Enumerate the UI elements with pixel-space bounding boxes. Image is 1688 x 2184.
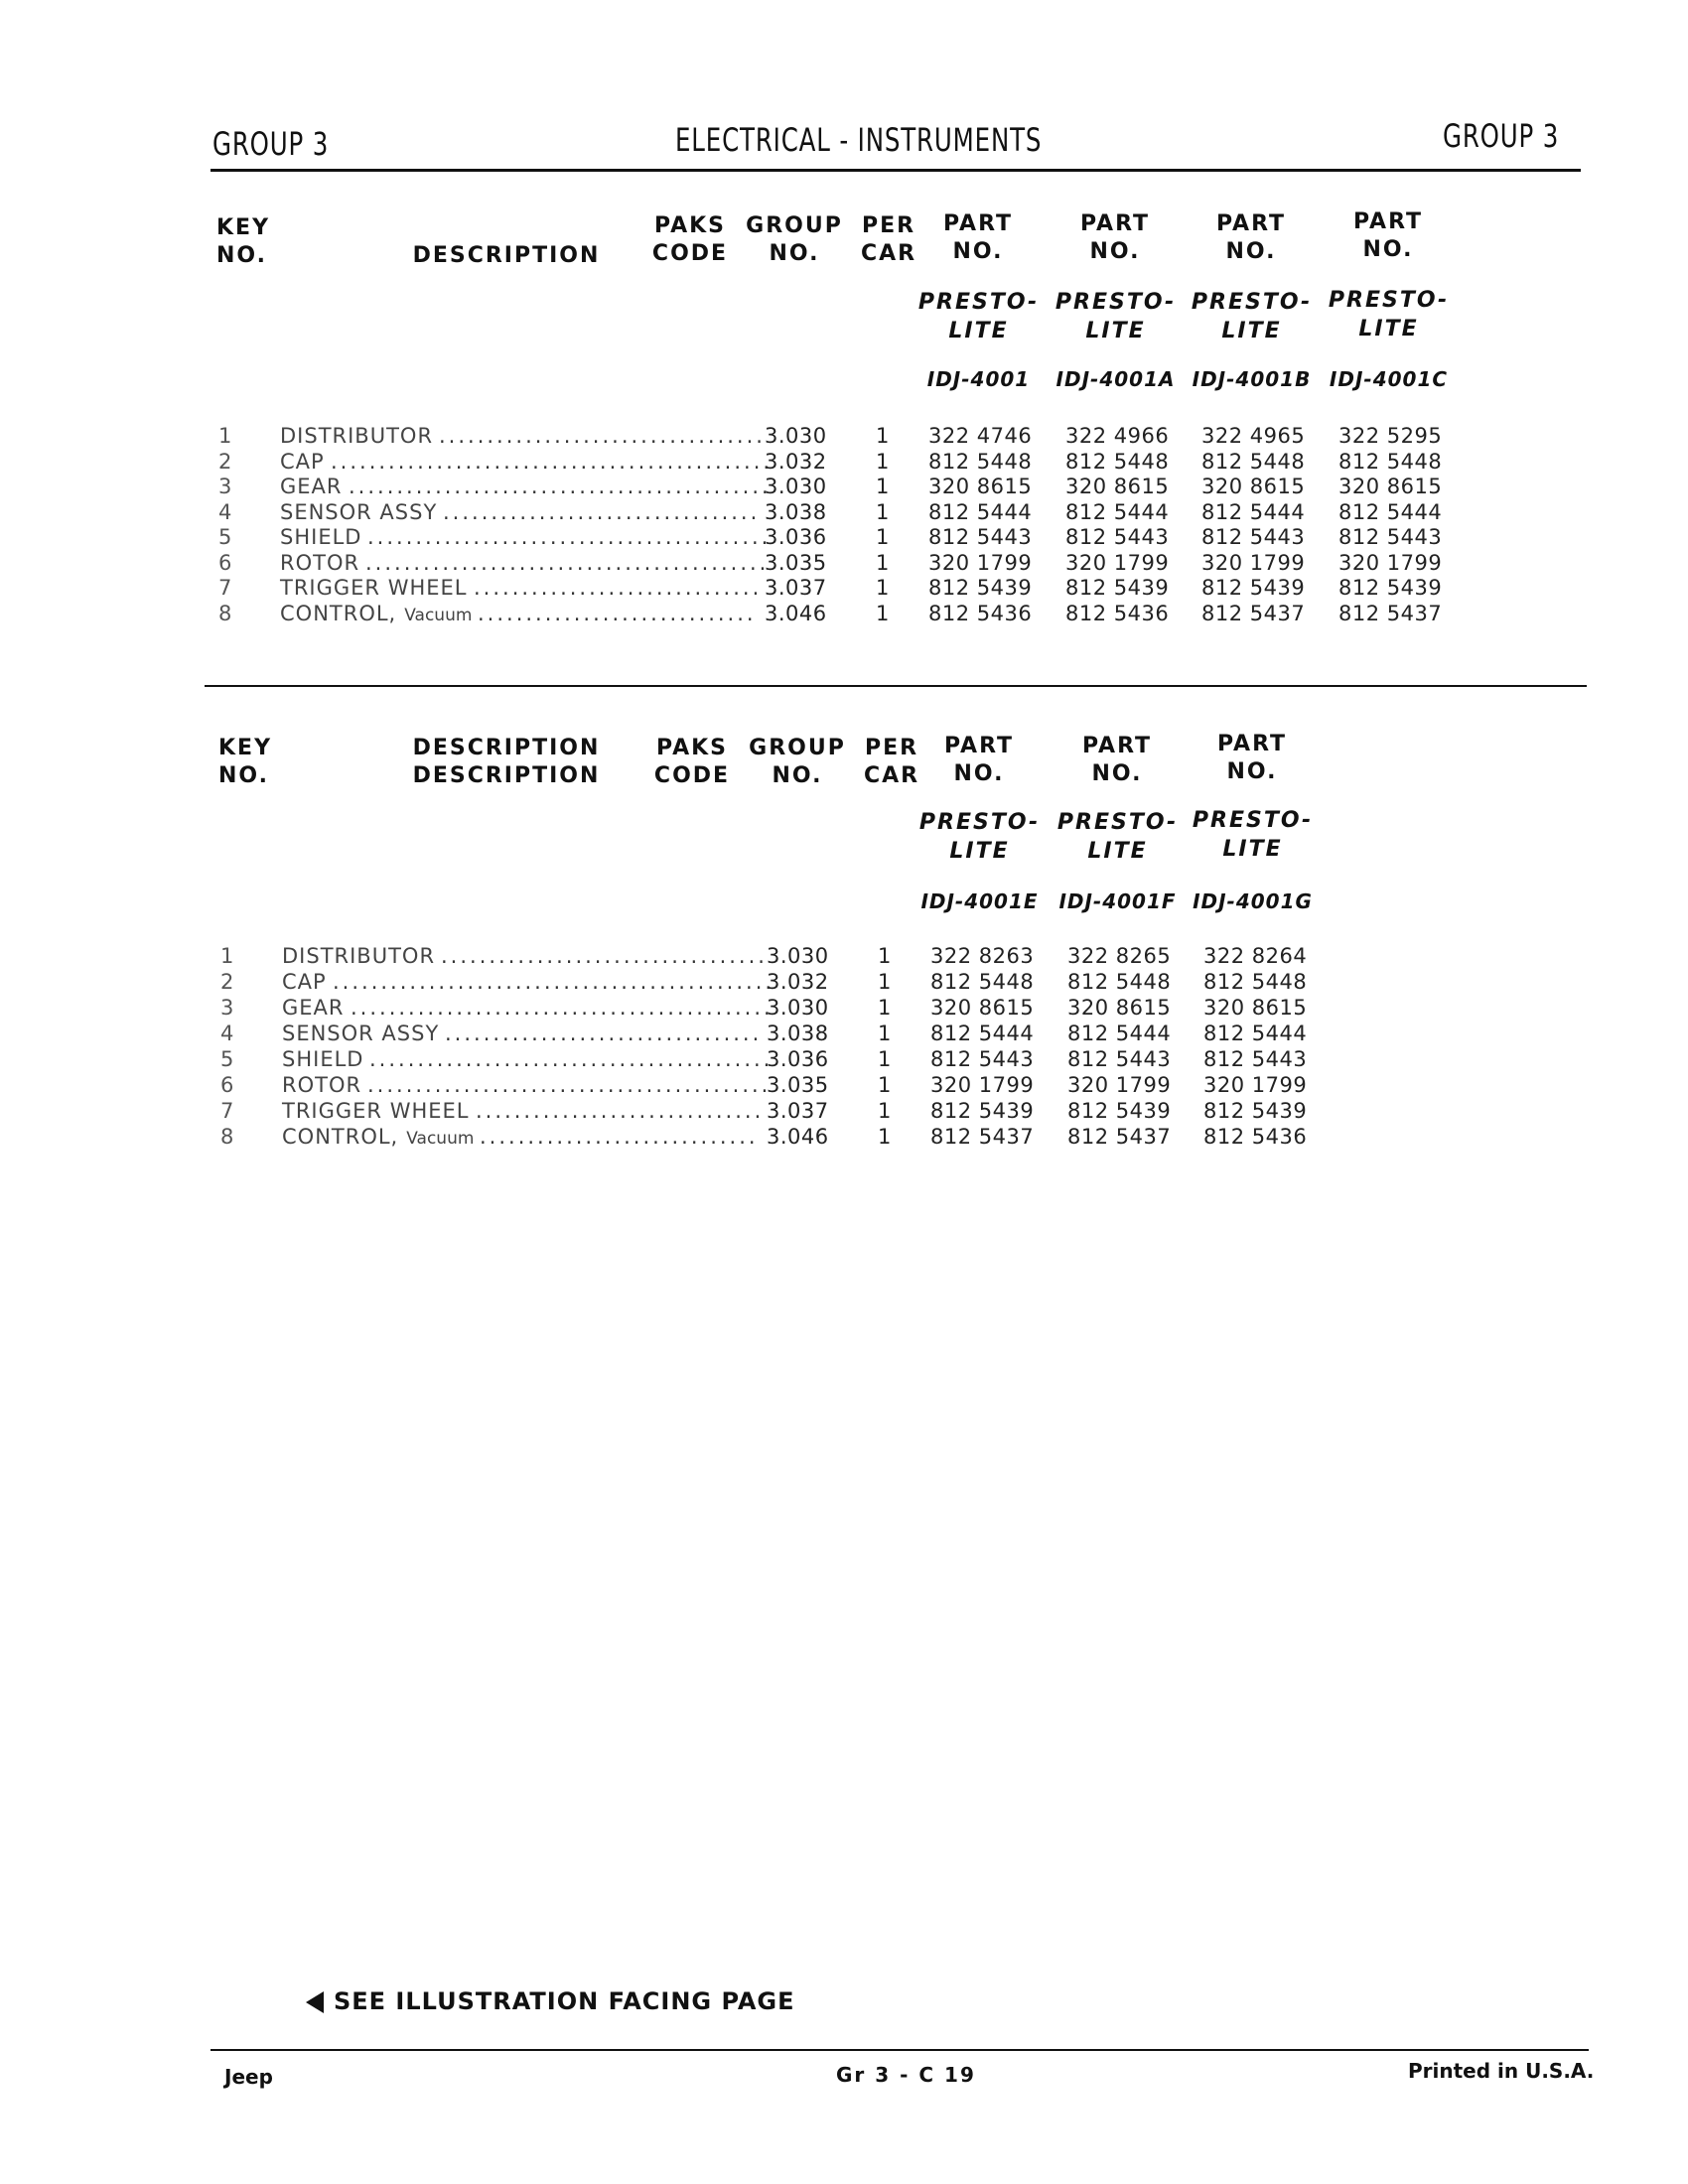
table-row — [0, 1047, 1688, 1073]
dot-leader: ............................. — [480, 1125, 759, 1149]
part-number: 812 5439 — [1065, 576, 1170, 600]
group-number: 3.036 — [767, 1047, 829, 1071]
col-paks-header: PAKS CODE — [653, 736, 731, 788]
key-number: 5 — [218, 525, 232, 549]
part-number: 320 1799 — [1203, 1073, 1308, 1097]
part-number: 322 4965 — [1201, 424, 1306, 448]
part-description — [282, 1073, 361, 1097]
per-car: 1 — [876, 449, 890, 474]
dot-leader: .................................. — [439, 424, 766, 448]
key-number: 7 — [220, 1099, 234, 1123]
group-number: 3.037 — [765, 576, 827, 600]
key-number: 1 — [220, 944, 234, 968]
col-manufacturer: PRESTO- LITE — [917, 290, 1040, 343]
part-number: 812 5443 — [1065, 525, 1170, 549]
part-number: 812 5444 — [930, 1022, 1035, 1045]
key-number: 7 — [218, 576, 232, 600]
part-description — [282, 944, 435, 968]
dot-leader: ............................................ — [349, 475, 772, 498]
table-row — [0, 1125, 1688, 1151]
part-number: 812 5444 — [1338, 499, 1443, 524]
col-part-header: PART NO. — [1079, 211, 1151, 264]
col-part-header: PART NO. — [942, 211, 1014, 264]
part-number: 812 5448 — [1067, 970, 1172, 994]
part-description — [282, 970, 327, 994]
col-description-header: DESCRIPTION DESCRIPTION — [412, 736, 601, 788]
part-description — [280, 450, 325, 474]
dot-leader: ............................................ — [351, 996, 774, 1020]
table-row — [0, 475, 1688, 500]
col-model: IDJ-4001C — [1329, 367, 1449, 391]
part-number: 812 5436 — [1065, 601, 1170, 625]
dot-leader: ................................. — [445, 1022, 763, 1045]
col-part-header: PART NO. — [943, 734, 1015, 786]
part-number: 812 5443 — [930, 1047, 1035, 1071]
col-model: IDJ-4001 — [926, 367, 1031, 391]
dot-leader: ............................. — [478, 601, 757, 625]
per-car: 1 — [876, 550, 890, 575]
description-text: CAP — [282, 970, 327, 994]
part-number: 322 8263 — [930, 944, 1035, 968]
key-number: 4 — [218, 499, 232, 524]
part-number: 320 8615 — [1067, 996, 1172, 1020]
table-row — [0, 970, 1688, 996]
group-number: 3.037 — [767, 1099, 829, 1123]
part-number: 812 5444 — [928, 499, 1033, 524]
key-number: 2 — [218, 449, 232, 474]
part-description — [280, 576, 468, 600]
part-number: 320 1799 — [928, 550, 1033, 575]
key-number: 6 — [220, 1073, 234, 1097]
group-number: 3.036 — [765, 525, 827, 549]
per-car: 1 — [878, 1022, 892, 1045]
part-number: 812 5448 — [928, 449, 1033, 474]
per-car: 1 — [876, 601, 890, 625]
part-number: 320 8615 — [1065, 475, 1170, 498]
part-number: 812 5443 — [928, 525, 1033, 549]
col-manufacturer: PRESTO- LITE — [1056, 810, 1179, 864]
key-number: 4 — [220, 1022, 234, 1045]
footer-brand: Jeep — [224, 2065, 273, 2089]
dot-leader: .......................................... — [369, 1047, 774, 1071]
dot-leader: .......................................... — [365, 550, 770, 575]
part-number: 320 8615 — [928, 475, 1033, 498]
part-number: 320 8615 — [1338, 475, 1443, 498]
col-key-header: KEY NO. — [218, 736, 273, 788]
part-number: 812 5448 — [1065, 449, 1170, 474]
part-description — [282, 1022, 439, 1045]
description-text: SENSOR ASSY — [280, 499, 438, 524]
part-number: 812 5439 — [1338, 576, 1443, 600]
table-row — [0, 450, 1688, 476]
per-car: 1 — [878, 1125, 892, 1149]
part-number: 812 5444 — [1065, 499, 1170, 524]
dot-leader: .......................................... — [367, 525, 772, 549]
table-row — [0, 602, 1688, 627]
description-text: CONTROL, — [280, 601, 397, 625]
part-number: 320 1799 — [1201, 550, 1306, 575]
table-row — [0, 1022, 1688, 1047]
part-number: 320 1799 — [930, 1073, 1035, 1097]
part-number: 322 8265 — [1067, 944, 1172, 968]
description-text: GEAR — [282, 996, 345, 1020]
dot-leader: .............................................. — [333, 970, 775, 994]
part-description — [282, 996, 345, 1020]
group-number: 3.046 — [767, 1125, 829, 1149]
group-number: 3.035 — [767, 1073, 829, 1097]
group-number: 3.030 — [767, 944, 829, 968]
dot-leader: .................................. — [441, 944, 768, 968]
table-row — [0, 551, 1688, 577]
part-number: 812 5443 — [1201, 525, 1306, 549]
per-car: 1 — [876, 499, 890, 524]
per-car: 1 — [876, 525, 890, 549]
part-description — [280, 424, 433, 448]
part-number: 812 5448 — [1338, 449, 1443, 474]
col-model: IDJ-4001E — [920, 889, 1039, 913]
col-per-header: PER CAR — [863, 736, 920, 788]
col-model: IDJ-4001B — [1192, 367, 1312, 391]
per-car: 1 — [878, 1047, 892, 1071]
description-text: SHIELD — [280, 525, 362, 549]
part-number: 812 5439 — [1201, 576, 1306, 600]
description-text: CONTROL, — [282, 1125, 399, 1149]
col-group-header: GROUP NO. — [749, 736, 846, 788]
part-number: 812 5439 — [928, 576, 1033, 600]
part-number: 812 5448 — [1203, 970, 1308, 994]
section-divider — [205, 685, 1587, 687]
per-car: 1 — [876, 576, 890, 600]
part-number: 322 4966 — [1065, 424, 1170, 448]
part-number: 320 8615 — [930, 996, 1035, 1020]
part-number: 812 5437 — [1067, 1125, 1172, 1149]
description-text: TRIGGER WHEEL — [282, 1099, 470, 1123]
description-text: ROTOR — [280, 550, 360, 575]
part-number: 322 5295 — [1338, 424, 1443, 448]
part-number: 812 5444 — [1201, 499, 1306, 524]
col-manufacturer: PRESTO- LITE — [1191, 290, 1313, 343]
col-part-header: PART NO. — [1352, 209, 1424, 262]
col-manufacturer: PRESTO- LITE — [1055, 290, 1177, 343]
part-number: 812 5443 — [1203, 1047, 1308, 1071]
part-description — [282, 1099, 470, 1123]
table-row — [0, 500, 1688, 526]
left-triangle-icon — [306, 1991, 324, 2013]
per-car: 1 — [876, 424, 890, 448]
part-number: 812 5439 — [930, 1099, 1035, 1123]
group-number: 3.032 — [765, 449, 827, 474]
part-description — [280, 551, 359, 575]
part-number: 812 5439 — [1067, 1099, 1172, 1123]
per-car: 1 — [878, 1099, 892, 1123]
group-number: 3.035 — [765, 550, 827, 575]
group-number: 3.046 — [765, 601, 827, 625]
page-title: ELECTRICAL - INSTRUMENTS — [675, 121, 1043, 159]
group-number: 3.030 — [765, 475, 827, 498]
table-row — [0, 996, 1688, 1022]
description-text: SHIELD — [282, 1047, 364, 1071]
col-part-header: PART NO. — [1081, 734, 1153, 786]
part-number: 320 8615 — [1201, 475, 1306, 498]
per-car: 1 — [878, 944, 892, 968]
part-number: 320 1799 — [1067, 1073, 1172, 1097]
see-illustration-note: SEE ILLUSTRATION FACING PAGE — [306, 1987, 795, 2015]
header-right: GROUP 3 — [1443, 117, 1560, 155]
part-number: 812 5437 — [1338, 601, 1443, 625]
part-number: 812 5443 — [1338, 525, 1443, 549]
description-text: CAP — [280, 449, 325, 474]
part-description — [280, 525, 361, 549]
per-car: 1 — [876, 475, 890, 498]
description-text: GEAR — [280, 475, 343, 498]
footer-printed: Printed in U.S.A. — [1408, 2059, 1595, 2083]
table-row — [0, 424, 1688, 450]
part-number: 812 5436 — [1203, 1125, 1308, 1149]
part-description — [282, 1047, 363, 1071]
description-text: TRIGGER WHEEL — [280, 576, 468, 600]
dot-leader: .............................................. — [331, 449, 774, 474]
table-row — [0, 576, 1688, 602]
group-number: 3.030 — [765, 424, 827, 448]
key-number: 1 — [218, 424, 232, 448]
part-number: 320 1799 — [1338, 550, 1443, 575]
col-part-header: PART NO. — [1216, 732, 1288, 784]
part-number: 812 5439 — [1203, 1099, 1308, 1123]
col-model: IDJ-4001A — [1055, 367, 1176, 391]
part-description — [282, 1125, 474, 1149]
key-number: 3 — [220, 996, 234, 1020]
key-number: 6 — [218, 550, 232, 575]
col-manufacturer: PRESTO- LITE — [1192, 808, 1314, 862]
table-row — [0, 1099, 1688, 1125]
part-number: 320 1799 — [1065, 550, 1170, 575]
col-model: IDJ-4001G — [1193, 889, 1313, 913]
col-group-header: GROUP NO. — [746, 213, 843, 266]
part-number: 812 5448 — [1201, 449, 1306, 474]
part-number: 322 4746 — [928, 424, 1033, 448]
group-number: 3.038 — [767, 1022, 829, 1045]
table-row — [0, 944, 1688, 970]
per-car: 1 — [878, 970, 892, 994]
description-text: DISTRIBUTOR — [280, 424, 434, 448]
col-part-header: PART NO. — [1215, 211, 1287, 264]
header-rule — [211, 169, 1581, 172]
group-number: 3.030 — [767, 996, 829, 1020]
per-car: 1 — [878, 1073, 892, 1097]
description-text: ROTOR — [282, 1073, 362, 1097]
footer-page-number: Gr 3 - C 19 — [836, 2063, 976, 2087]
col-manufacturer: PRESTO- LITE — [1328, 288, 1450, 341]
col-key-header: KEY NO. — [216, 215, 271, 268]
dot-leader: .......................................... — [367, 1073, 772, 1097]
part-number: 812 5437 — [1201, 601, 1306, 625]
part-number: 812 5436 — [928, 601, 1033, 625]
description-text: DISTRIBUTOR — [282, 944, 436, 968]
col-per-header: PER CAR — [860, 213, 917, 266]
group-number: 3.038 — [765, 499, 827, 524]
key-number: 8 — [218, 601, 232, 625]
col-description-header: DESCRIPTION — [412, 243, 601, 268]
dot-leader: .............................. — [476, 1099, 765, 1123]
part-number: 812 5443 — [1067, 1047, 1172, 1071]
part-number: 812 5444 — [1067, 1022, 1172, 1045]
col-paks-header: PAKS CODE — [651, 213, 729, 266]
part-description — [280, 602, 472, 625]
col-manufacturer: PRESTO- LITE — [918, 810, 1041, 864]
part-number: 320 8615 — [1203, 996, 1308, 1020]
col-model: IDJ-4001F — [1058, 889, 1177, 913]
footer-rule — [211, 2049, 1589, 2051]
dot-leader: ................................. — [443, 499, 761, 524]
table-row — [0, 525, 1688, 551]
key-number: 8 — [220, 1125, 234, 1149]
part-number: 812 5437 — [930, 1125, 1035, 1149]
part-number: 322 8264 — [1203, 944, 1308, 968]
part-number: 812 5448 — [930, 970, 1035, 994]
key-number: 2 — [220, 970, 234, 994]
group-number: 3.032 — [767, 970, 829, 994]
key-number: 5 — [220, 1047, 234, 1071]
dot-leader: .............................. — [474, 576, 763, 600]
description-qualifier: Vacuum — [406, 1129, 475, 1149]
key-number: 3 — [218, 475, 232, 498]
description-text: SENSOR ASSY — [282, 1022, 440, 1045]
description-qualifier: Vacuum — [404, 605, 473, 625]
per-car: 1 — [878, 996, 892, 1020]
header-left: GROUP 3 — [212, 125, 330, 163]
part-number: 812 5444 — [1203, 1022, 1308, 1045]
table-row — [0, 1073, 1688, 1099]
part-description — [280, 500, 437, 524]
part-description — [280, 475, 343, 498]
